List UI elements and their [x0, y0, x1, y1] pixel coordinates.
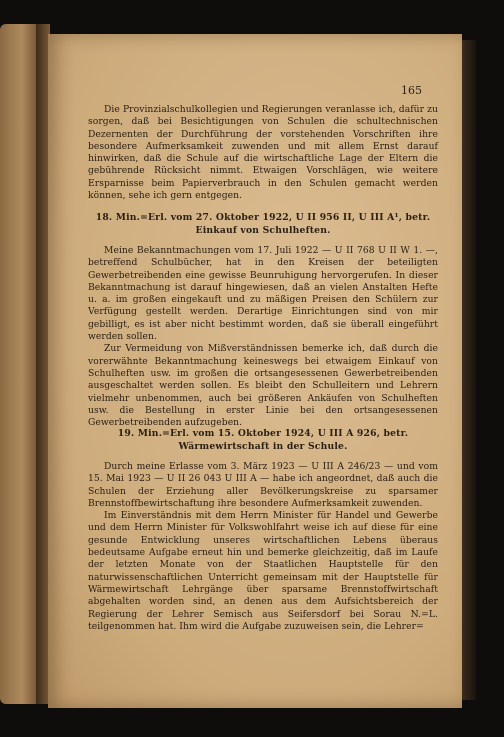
section-18-paragraph-2: Zur Vermeidung von Mißverständnissen bemerke ich, daß durch die vorerwähnte Bekanntmachung keineswegs bei etwaigem Einkauf von Schulheften usw. im großen die ortsangesessenen Gewerbetreibenden ausgeschaltet werden sollen. Es bleibt den Schulleitern und Lehrern vielmehr unbenommen, auch bei größeren Ankäufen von Schulheften usw. die Bestellung in erster Linie bei den ortsangesessenen Gewerbetreibenden aufzugeben. — [88, 343, 438, 429]
section-19-paragraph-1: Durch meine Erlasse vom 3. März 1923 — U III A 246/23 — und vom 15. Mai 1923 — U II 26 043 U III A — habe ich angeordnet, daß auch die Schulen der Erziehung aller Bevölkerungskreise zu sparsamer Brennstoffbewirtschaftung ihre besondere Aufmerksamkeit zuwenden. — [88, 461, 438, 509]
left-page-edge — [0, 24, 40, 704]
section-19-heading: 19. Min.=Erl. vom 15. Oktober 1924, U III A 926, betr. Wärmewirtschaft in der Schule. — [117, 428, 409, 452]
section-19-paragraph-2: Im Einverständnis mit dem Herrn Minister für Handel und Gewerbe und dem Herrn Minister für Volkswohlfahrt weise ich auf diese für eine gesunde Entwicklung unseres wirtschaftlichen Lebens überaus bedeutsame Aufgabe erneut hin und bemerke gleichzeitig, daß im Laufe der letzten Monate von der Staatlichen Hauptstelle für den naturwissenschaftlichen Unterricht gemeinsam mit der Hauptstelle für Wärmewirtschaft Lehrgänge über sparsame Brennstoffwirtschaft abgehalten worden sind, an denen aus dem Aufsichtsbereich der Regierung der Lehrer Semisch aus Seifersdorf bei Sorau N.=L. teilgenommen hat. Ihm wird die Aufgabe zuzuweisen sein, die Lehrer= — [88, 510, 438, 632]
book-page — [48, 34, 462, 708]
section-18 — [88, 212, 438, 429]
section-18-paragraph-1: Meine Bekanntmachungen vom 17. Juli 1922 — U II 768 U II W 1. —, betreffend Schulbücher, hat in den Kreisen der beteiligten Gewerbetreibenden eine gewisse Beunruhigung hervorgerufen. In dieser Bekanntmachung ist darauf hingewiesen, daß an vielen Anstalten Hefte u. a. im großen eingekauft und zu mäßigen Preisen den Schülern zur Verfügung gestellt werden. Derartige Einrichtungen sind von mir gebilligt, es ist aber nicht bestimmt worden, daß sie überall eingeführt werden sollen. — [88, 245, 438, 343]
right-page-edge — [462, 40, 476, 700]
intro-paragraph: Die Provinzialschulkollegien und Regierungen veranlasse ich, dafür zu sorgen, daß bei Besichtigungen von Schulen die schultechnischen Dezernenten der Durchführung der vorstehenden Vorschriften ihre besondere Aufmerksamkeit zuwenden und mit allem Ernst darauf hinwirken, daß die Schule auf die wirtschaftliche Lage der Eltern die gebührende Rücksicht nimmt. Etwaigen Vorschlägen, wie weitere Ersparnisse beim Papierverbrauch in den Schulen gemacht werden können, sehe ich gern entgegen. — [88, 104, 438, 202]
section-18-heading: 18. Min.=Erl. vom 27. Oktober 1922, U II 956 II, U III A¹, betr. Einkauf von Schulheften. — [95, 212, 431, 236]
intro-block — [88, 104, 438, 202]
page-number: 165 — [401, 84, 422, 97]
section-19 — [88, 428, 438, 633]
